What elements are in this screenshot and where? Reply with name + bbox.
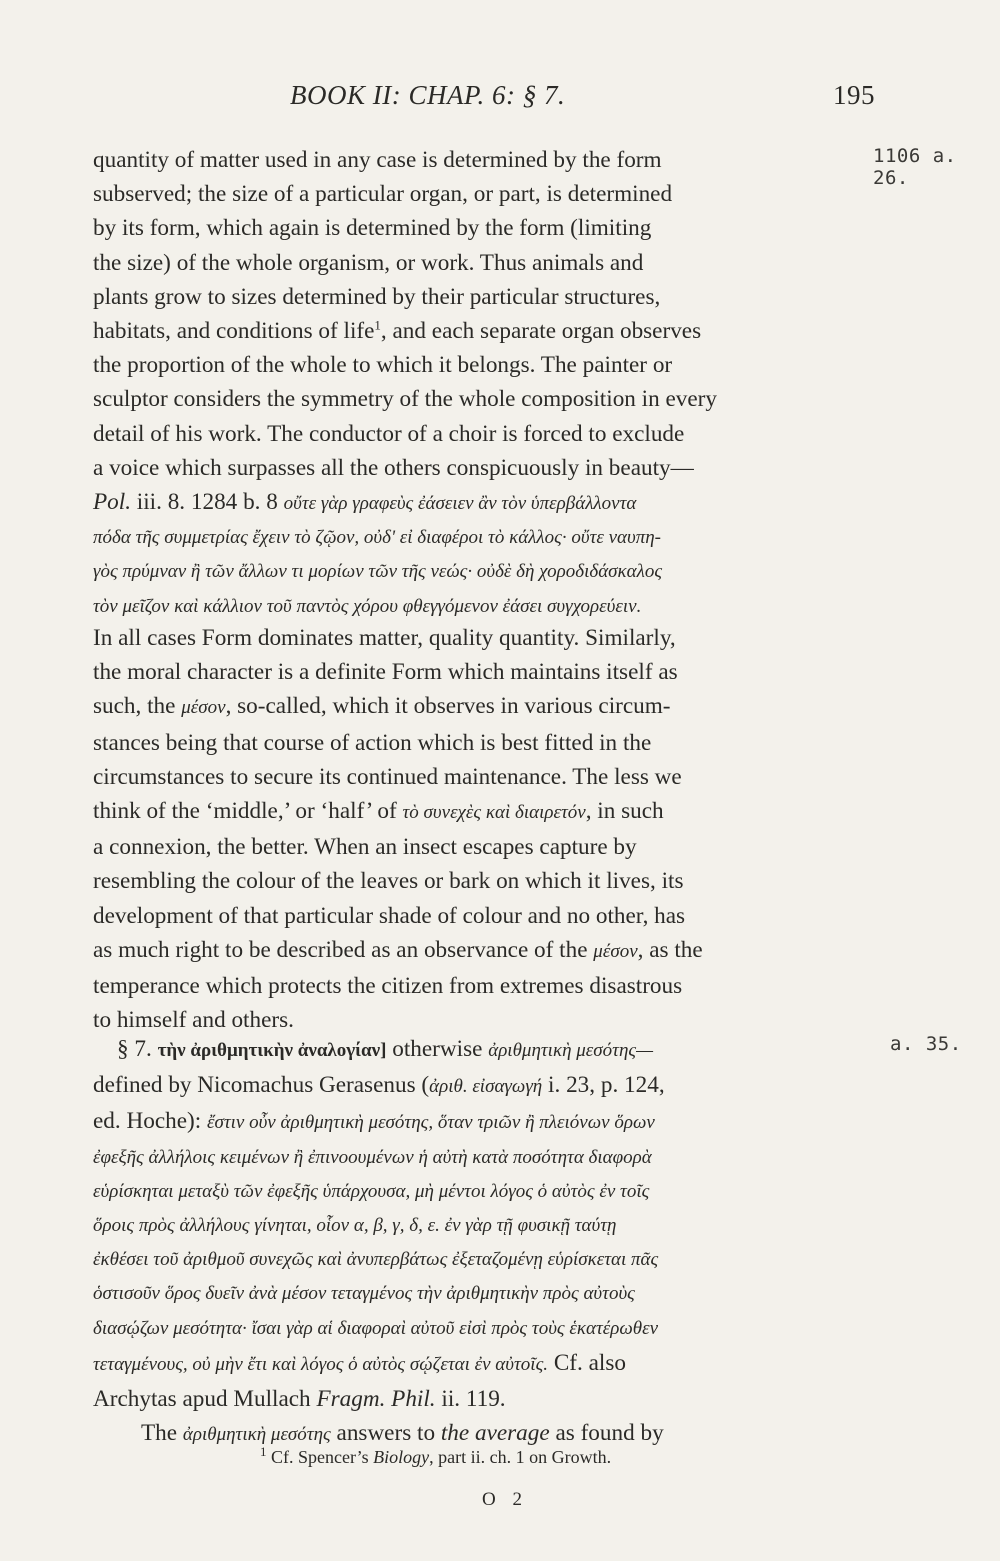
text-line xyxy=(93,933,883,969)
greek-line: εὑρίσκηται μεταξὺ τῶν ἐφεξῆς ὑπάρχουσα, μὴ μέντοι λόγος ὁ αὐτὸς ἐν τοῖς xyxy=(93,1180,650,1202)
footnote-ref: 1 xyxy=(374,317,381,333)
text-line: circumstances to secure its continued maintenance. The less we xyxy=(93,763,682,790)
text-line: subserved; the size of a particular organ, or part, is determined xyxy=(93,181,673,208)
section-number: § 7. xyxy=(117,1036,158,1062)
greek-line: γὸς πρύμναν ἢ τῶν ἄλλων τι μορίων τῶν τῆς νεώς· οὐδὲ δὴ χοροδιδάσκαλος xyxy=(93,561,663,583)
text-line: resembling the colour of the leaves or bark on which it lives, its xyxy=(93,868,684,895)
greek-line: ὅροις πρὸς ἀλλήλους γίνηται, οἷον α, β, γ, δ, ε. ἐν γὰρ τῇ φυσικῇ ταύτῃ xyxy=(93,1215,617,1237)
margin-note-bekker-1: 1106 a. 26. xyxy=(873,145,957,189)
text-span: ed. Hoche): xyxy=(93,1108,207,1135)
text-span: ii. 119. xyxy=(435,1386,506,1413)
text-span: answers to xyxy=(330,1420,441,1447)
greek-term: μέσον xyxy=(593,940,638,962)
text-line xyxy=(93,314,883,348)
text-line: to himself and others. xyxy=(93,1007,294,1034)
text-line xyxy=(93,1068,883,1104)
text-line: development of that particular shade of colour and no other, has xyxy=(93,902,686,929)
section-heading-line xyxy=(93,1032,883,1068)
footnote-mark: 1 xyxy=(260,1444,267,1459)
paragraph-2 xyxy=(93,621,883,1037)
text-line xyxy=(93,1104,883,1140)
text-span: , part ii. ch. 1 on Growth. xyxy=(429,1447,612,1467)
text-span: defined by Nicomachus Gerasenus ( xyxy=(93,1072,430,1099)
greek-quote: οὔτε γὰρ γραφεὺς ἐάσειεν ἂν τὸν ὑπερβάλλοντα xyxy=(283,493,637,515)
text-span: otherwise xyxy=(386,1036,489,1062)
greek-term: μέσον xyxy=(181,697,226,719)
greek-quote: ἔστιν οὖν ἀριθμητικὴ μεσότης, ὅταν τριῶν ἢ πλειόνων ὅρων xyxy=(206,1112,655,1134)
work-title: Fragm. Phil. xyxy=(316,1386,436,1413)
section-7 xyxy=(93,1032,883,1452)
text-span: , as the xyxy=(637,936,703,963)
text-line xyxy=(93,689,883,725)
text-line xyxy=(93,1346,883,1382)
text-line: stances being that course of action which is best fitted in the xyxy=(93,729,652,756)
text-line: by its form, which again is determined by the form (limiting xyxy=(93,215,652,242)
greek-line: ὁστισοῦν ὅρος δυεῖν ἀνὰ μέσον τεταγμένος τὴν ἀριθμητικὴν πρὸς αὐτοὺς xyxy=(93,1283,635,1305)
text-line xyxy=(93,1382,883,1416)
greek-line: ἐφεξῆς ἀλλήλοις κειμένων ἢ ἐπινοουμένων ἡ αὐτὴ κατὰ ποσότητα διαφορὰ xyxy=(93,1146,652,1168)
greek-line: διασῴζων μεσότητα· ἴσαι γὰρ αἱ διαφοραὶ αὐτοῦ εἰσὶ πρὸς τοὺς ἑκατέρωθεν xyxy=(93,1317,659,1339)
text-span: i. 23, p. 124, xyxy=(542,1072,665,1099)
text-line: In all cases Form dominates matter, quality quantity. Similarly, xyxy=(93,625,676,651)
citation-ref: iii. 8. 1284 b. 8 xyxy=(131,489,284,516)
work-title: Pol. xyxy=(93,489,131,516)
page-header xyxy=(290,80,880,111)
emphasis: the average xyxy=(440,1420,550,1447)
text-line: plants grow to sizes determined by their particular structures, xyxy=(93,283,661,310)
text-span: Cf. Spencer’s xyxy=(266,1447,374,1467)
text-span: Archytas apud Mullach xyxy=(93,1386,317,1413)
text-span: as found by xyxy=(549,1420,664,1447)
text-span: as much right to be described as an observance of the xyxy=(93,936,594,963)
running-head: BOOK II: CHAP. 6: § 7. xyxy=(290,80,566,110)
text-span: , so-called, which it observes in various circum- xyxy=(225,693,671,720)
text-line: the size) of the whole organism, or work. Thus animals and xyxy=(93,249,644,276)
greek-line: ἐκθέσει τοῦ ἀριθμοῦ συνεχῶς καὶ ἀνυπερβάτως ἐξεταζομένῃ εὑρίσκεται πᾶς xyxy=(93,1249,659,1271)
text-line: detail of his work. The conductor of a choir is forced to exclude xyxy=(93,420,685,447)
greek-term: ἀριθμητικὴ μεσότης xyxy=(182,1424,331,1446)
text-line: quantity of matter used in any case is determined by the form xyxy=(93,147,662,173)
paragraph-1 xyxy=(93,143,883,624)
text-line: a connexion, the better. When an insect escapes capture by xyxy=(93,834,637,861)
page-number: 195 xyxy=(833,80,875,110)
text-line xyxy=(93,794,883,830)
greek-line: πόδα τῆς συμμετρίας ἔχειν τὸ ζῷον, οὐδ' εἰ διαφέροι τὸ κάλλος· οὔτε ναυπη- xyxy=(93,527,662,549)
text-line: sculptor considers the symmetry of the whole composition in every xyxy=(93,386,718,413)
work-title: Biology xyxy=(373,1447,430,1467)
citation-line xyxy=(93,485,883,521)
text-span: such, the xyxy=(93,693,182,720)
text-span: , in such xyxy=(585,798,664,825)
greek-term: τὸ συνεχὲς καὶ διαιρετόν xyxy=(402,802,586,824)
text-span: habitats, and conditions of life xyxy=(93,318,375,345)
text-line: a voice which surpasses all the others conspicuously in beauty— xyxy=(93,454,694,481)
greek-term: ἀριθμητικὴ μεσότης— xyxy=(488,1040,653,1061)
greek-quote: τεταγμένους, οὐ μὴν ἔτι καὶ λόγος ὁ αὐτὸς σῴζεται ἐν αὐτοῖς. xyxy=(93,1353,549,1375)
text-span: The xyxy=(141,1420,183,1447)
text-line: the moral character is a definite Form which maintains itself as xyxy=(93,659,678,686)
text-span: think of the ‘middle,’ or ‘half’ of xyxy=(93,798,403,825)
text-span: Cf. also xyxy=(548,1349,626,1376)
margin-note-bekker-2: a. 35. xyxy=(890,1033,962,1055)
footnote xyxy=(260,1444,612,1468)
greek-line: τὸν μεῖζον καὶ κάλλιον τοῦ παντὸς χόρου φθεγγόμενον ἐάσει συγχορεύειν. xyxy=(93,595,642,617)
greek-term: ἀριθ. εἰσαγωγή xyxy=(429,1076,543,1098)
printer-signature: O 2 xyxy=(482,1489,528,1510)
text-line: the proportion of the whole to which it belongs. The painter or xyxy=(93,352,673,379)
section-lemma: τὴν ἀριθμητικὴν ἀναλογίαν] xyxy=(157,1040,387,1061)
text-line: temperance which protects the citizen from extremes disastrous xyxy=(93,973,683,1000)
text-span: , and each separate organ observes xyxy=(380,318,702,345)
